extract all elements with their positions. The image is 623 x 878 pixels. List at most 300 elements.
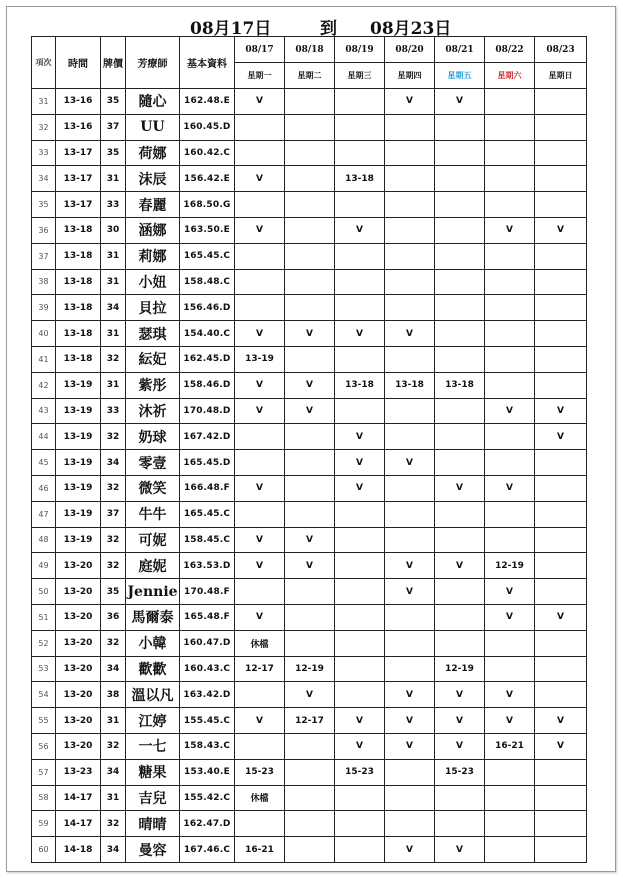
- row-time: 14-17: [56, 811, 101, 837]
- row-therapist-name: 紫彤: [126, 372, 180, 398]
- schedule-cell: V: [485, 579, 535, 605]
- schedule-cell: V: [235, 708, 285, 734]
- row-therapist-name: 可妮: [126, 527, 180, 553]
- schedule-cell: V: [335, 450, 385, 476]
- schedule-cell: [235, 811, 285, 837]
- schedule-cell: [385, 811, 435, 837]
- row-index: 36: [32, 217, 56, 243]
- row-time: 13-18: [56, 346, 101, 372]
- schedule-cell: [335, 579, 385, 605]
- schedule-cell: [285, 630, 335, 656]
- row-index: 52: [32, 630, 56, 656]
- schedule-cell: V: [485, 604, 535, 630]
- schedule-cell: 13-18: [335, 166, 385, 192]
- row-index: 47: [32, 501, 56, 527]
- schedule-cell: [535, 475, 587, 501]
- row-basic-info: 162.47.D: [180, 811, 235, 837]
- header-date: 08/19: [335, 37, 385, 63]
- row-card-price: 31: [101, 166, 126, 192]
- row-time: 14-18: [56, 837, 101, 863]
- row-time: 13-17: [56, 192, 101, 218]
- schedule-cell: 休檔: [235, 630, 285, 656]
- header-date: 08/20: [385, 37, 435, 63]
- table-row: [32, 811, 587, 837]
- schedule-cell: [235, 733, 285, 759]
- row-therapist-name: 貝拉: [126, 295, 180, 321]
- header-date: 08/22: [485, 37, 535, 63]
- schedule-cell: [535, 346, 587, 372]
- row-basic-info: 158.43.C: [180, 733, 235, 759]
- schedule-cell: V: [335, 321, 385, 347]
- schedule-cell: [335, 682, 385, 708]
- schedule-cell: [485, 192, 535, 218]
- row-index: 51: [32, 604, 56, 630]
- row-basic-info: 163.53.D: [180, 553, 235, 579]
- schedule-cell: [235, 192, 285, 218]
- schedule-cell: V: [435, 837, 485, 863]
- row-therapist-name: 春麗: [126, 192, 180, 218]
- schedule-cell: [485, 837, 535, 863]
- table-row: [32, 192, 587, 218]
- row-basic-info: 163.50.E: [180, 217, 235, 243]
- schedule-cell: [335, 656, 385, 682]
- header-weekday-saturday: 星期六: [485, 63, 535, 89]
- table-row: [32, 166, 587, 192]
- row-basic-info: 158.45.C: [180, 527, 235, 553]
- row-card-price: 37: [101, 501, 126, 527]
- schedule-cell: 12-19: [285, 656, 335, 682]
- schedule-cell: [535, 553, 587, 579]
- row-time: 13-20: [56, 630, 101, 656]
- schedule-cell: [535, 269, 587, 295]
- row-index: 49: [32, 553, 56, 579]
- schedule-cell: [435, 811, 485, 837]
- schedule-cell: [335, 140, 385, 166]
- schedule-cell: 休檔: [235, 785, 285, 811]
- schedule-cell: [535, 114, 587, 140]
- schedule-cell: [335, 269, 385, 295]
- row-time: 13-17: [56, 140, 101, 166]
- row-index: 55: [32, 708, 56, 734]
- row-card-price: 32: [101, 475, 126, 501]
- row-time: 13-20: [56, 579, 101, 605]
- row-therapist-name: 涵娜: [126, 217, 180, 243]
- table-row: [32, 424, 587, 450]
- row-index: 34: [32, 166, 56, 192]
- schedule-cell: [335, 243, 385, 269]
- schedule-cell: V: [235, 475, 285, 501]
- table-row: [32, 630, 587, 656]
- schedule-cell: [535, 140, 587, 166]
- row-index: 53: [32, 656, 56, 682]
- row-therapist-name: 莉娜: [126, 243, 180, 269]
- table-row: [32, 89, 587, 115]
- table-row: [32, 759, 587, 785]
- schedule-cell: [335, 295, 385, 321]
- schedule-cell: [485, 501, 535, 527]
- schedule-cell: [285, 811, 335, 837]
- schedule-cell: [285, 733, 335, 759]
- table-row: [32, 372, 587, 398]
- schedule-cell: V: [435, 682, 485, 708]
- schedule-cell: [285, 759, 335, 785]
- row-basic-info: 168.50.G: [180, 192, 235, 218]
- schedule-cell: 13-19: [235, 346, 285, 372]
- row-card-price: 31: [101, 243, 126, 269]
- schedule-cell: 13-18: [335, 372, 385, 398]
- schedule-cell: [285, 604, 335, 630]
- schedule-cell: 16-21: [235, 837, 285, 863]
- header-time: 時間: [56, 37, 101, 89]
- row-basic-info: 160.42.C: [180, 140, 235, 166]
- schedule-cell: 12-17: [235, 656, 285, 682]
- schedule-cell: [485, 321, 535, 347]
- schedule-cell: [285, 243, 335, 269]
- schedule-cell: [385, 759, 435, 785]
- table-row: [32, 501, 587, 527]
- schedule-cell: V: [535, 604, 587, 630]
- schedule-cell: [485, 527, 535, 553]
- schedule-cell: V: [385, 450, 435, 476]
- row-time: 13-19: [56, 475, 101, 501]
- schedule-cell: [385, 398, 435, 424]
- row-therapist-name: 歡歡: [126, 656, 180, 682]
- schedule-cell: [485, 450, 535, 476]
- header-weekday: 星期日: [535, 63, 587, 89]
- schedule-cell: 13-18: [435, 372, 485, 398]
- schedule-cell: [385, 346, 435, 372]
- schedule-cell: [285, 346, 335, 372]
- schedule-cell: V: [285, 321, 335, 347]
- schedule-cell: V: [335, 424, 385, 450]
- schedule-cell: 13-18: [385, 372, 435, 398]
- schedule-cell: V: [385, 682, 435, 708]
- schedule-cell: [485, 630, 535, 656]
- table-row: [32, 321, 587, 347]
- schedule-cell: [385, 114, 435, 140]
- title-end-date: 08月23日: [370, 19, 452, 39]
- schedule-cell: [535, 372, 587, 398]
- row-index: 58: [32, 785, 56, 811]
- row-basic-info: 170.48.D: [180, 398, 235, 424]
- row-basic-info: 156.46.D: [180, 295, 235, 321]
- header-date: 08/17: [235, 37, 285, 63]
- schedule-cell: [435, 346, 485, 372]
- row-time: 13-19: [56, 424, 101, 450]
- schedule-cell: [385, 785, 435, 811]
- schedule-cell: [535, 166, 587, 192]
- row-card-price: 32: [101, 527, 126, 553]
- row-index: 50: [32, 579, 56, 605]
- schedule-cell: [285, 579, 335, 605]
- schedule-cell: [235, 450, 285, 476]
- row-therapist-name: 小韓: [126, 630, 180, 656]
- schedule-cell: 12-19: [435, 656, 485, 682]
- schedule-cell: [535, 759, 587, 785]
- schedule-cell: [385, 269, 435, 295]
- schedule-cell: V: [535, 733, 587, 759]
- row-basic-info: 165.45.C: [180, 243, 235, 269]
- table-row: [32, 553, 587, 579]
- schedule-cell: [485, 759, 535, 785]
- table-row: [32, 140, 587, 166]
- schedule-cell: [485, 424, 535, 450]
- row-therapist-name: 江婷: [126, 708, 180, 734]
- row-index: 48: [32, 527, 56, 553]
- row-index: 56: [32, 733, 56, 759]
- row-index: 46: [32, 475, 56, 501]
- schedule-cell: [435, 630, 485, 656]
- schedule-cell: [485, 269, 535, 295]
- table-row: [32, 295, 587, 321]
- schedule-cell: V: [435, 553, 485, 579]
- schedule-cell: [285, 89, 335, 115]
- schedule-cell: [385, 192, 435, 218]
- schedule-cell: V: [235, 166, 285, 192]
- schedule-cell: [335, 89, 385, 115]
- row-time: 13-20: [56, 708, 101, 734]
- schedule-cell: V: [335, 475, 385, 501]
- schedule-cell: [435, 424, 485, 450]
- schedule-cell: [235, 114, 285, 140]
- schedule-cell: [385, 630, 435, 656]
- schedule-cell: V: [485, 682, 535, 708]
- schedule-cell: [435, 166, 485, 192]
- schedule-cell: [335, 604, 385, 630]
- row-therapist-name: 荷娜: [126, 140, 180, 166]
- row-index: 40: [32, 321, 56, 347]
- row-index: 42: [32, 372, 56, 398]
- table-row: [32, 243, 587, 269]
- schedule-cell: [285, 217, 335, 243]
- schedule-cell: [485, 295, 535, 321]
- schedule-cell: V: [235, 527, 285, 553]
- schedule-cell: [285, 114, 335, 140]
- schedule-cell: V: [385, 553, 435, 579]
- row-therapist-name: 小妞: [126, 269, 180, 295]
- schedule-cell: V: [285, 553, 335, 579]
- schedule-cell: [435, 114, 485, 140]
- row-index: 57: [32, 759, 56, 785]
- row-basic-info: 170.48.F: [180, 579, 235, 605]
- schedule-cell: 16-21: [485, 733, 535, 759]
- schedule-cell: [485, 656, 535, 682]
- row-therapist-name: 一七: [126, 733, 180, 759]
- row-basic-info: 162.45.D: [180, 346, 235, 372]
- header-weekday: 星期四: [385, 63, 435, 89]
- schedule-cell: V: [235, 321, 285, 347]
- row-card-price: 35: [101, 140, 126, 166]
- row-time: 13-18: [56, 269, 101, 295]
- row-basic-info: 165.45.D: [180, 450, 235, 476]
- schedule-cell: [535, 89, 587, 115]
- schedule-cell: [435, 785, 485, 811]
- schedule-cell: [285, 192, 335, 218]
- row-basic-info: 162.48.E: [180, 89, 235, 115]
- row-card-price: 32: [101, 733, 126, 759]
- schedule-cell: [535, 295, 587, 321]
- schedule-cell: V: [235, 217, 285, 243]
- schedule-cell: [335, 553, 385, 579]
- row-time: 13-19: [56, 501, 101, 527]
- schedule-cell: [385, 604, 435, 630]
- row-index: 33: [32, 140, 56, 166]
- schedule-cell: [535, 527, 587, 553]
- row-index: 39: [32, 295, 56, 321]
- schedule-cell: V: [485, 475, 535, 501]
- table-row: [32, 785, 587, 811]
- schedule-cell: [535, 837, 587, 863]
- row-index: 41: [32, 346, 56, 372]
- schedule-cell: V: [385, 837, 435, 863]
- row-basic-info: 153.40.E: [180, 759, 235, 785]
- schedule-cell: V: [485, 217, 535, 243]
- schedule-cell: [285, 475, 335, 501]
- row-index: 38: [32, 269, 56, 295]
- row-card-price: 31: [101, 269, 126, 295]
- schedule-cell: [385, 475, 435, 501]
- table-row: [32, 579, 587, 605]
- schedule-cell: [385, 527, 435, 553]
- schedule-cell: V: [385, 733, 435, 759]
- table-row: [32, 475, 587, 501]
- title-to: 到: [320, 19, 337, 39]
- schedule-cell: V: [285, 398, 335, 424]
- row-card-price: 34: [101, 450, 126, 476]
- header-date: 08/21: [435, 37, 485, 63]
- row-therapist-name: 紜妃: [126, 346, 180, 372]
- schedule-cell: [235, 579, 285, 605]
- row-card-price: 31: [101, 321, 126, 347]
- schedule-cell: [285, 166, 335, 192]
- schedule-cell: [235, 269, 285, 295]
- header-weekday: 星期二: [285, 63, 335, 89]
- schedule-cell: V: [335, 708, 385, 734]
- row-therapist-name: 庭妮: [126, 553, 180, 579]
- row-therapist-name: Jennie: [126, 579, 180, 605]
- schedule-cell: [335, 398, 385, 424]
- row-index: 37: [32, 243, 56, 269]
- row-card-price: 32: [101, 553, 126, 579]
- row-index: 43: [32, 398, 56, 424]
- row-therapist-name: 糖果: [126, 759, 180, 785]
- row-basic-info: 158.46.D: [180, 372, 235, 398]
- schedule-cell: V: [535, 708, 587, 734]
- row-therapist-name: 馬爾泰: [126, 604, 180, 630]
- row-card-price: 32: [101, 630, 126, 656]
- schedule-cell: V: [285, 527, 335, 553]
- row-card-price: 34: [101, 656, 126, 682]
- table-row: [32, 656, 587, 682]
- schedule-cell: [385, 217, 435, 243]
- row-card-price: 33: [101, 398, 126, 424]
- table-row: [32, 217, 587, 243]
- schedule-cell: V: [385, 708, 435, 734]
- row-time: 13-19: [56, 450, 101, 476]
- row-therapist-name: 晴晴: [126, 811, 180, 837]
- table-row: [32, 114, 587, 140]
- row-time: 13-23: [56, 759, 101, 785]
- schedule-cell: [435, 450, 485, 476]
- schedule-cell: [435, 269, 485, 295]
- schedule-cell: [235, 140, 285, 166]
- table-row: [32, 733, 587, 759]
- row-basic-info: 167.46.C: [180, 837, 235, 863]
- schedule-cell: V: [535, 424, 587, 450]
- schedule-cell: [485, 166, 535, 192]
- schedule-cell: [485, 811, 535, 837]
- table-row: [32, 346, 587, 372]
- schedule-cell: V: [485, 398, 535, 424]
- row-index: 59: [32, 811, 56, 837]
- schedule-cell: [485, 89, 535, 115]
- schedule-cell: V: [385, 579, 435, 605]
- header-card: 牌價: [101, 37, 126, 89]
- row-time: 13-18: [56, 243, 101, 269]
- schedule-cell: [535, 450, 587, 476]
- row-time: 13-18: [56, 295, 101, 321]
- row-time: 13-20: [56, 682, 101, 708]
- schedule-cell: V: [435, 89, 485, 115]
- row-card-price: 32: [101, 346, 126, 372]
- row-time: 13-16: [56, 89, 101, 115]
- row-therapist-name: 溫以凡: [126, 682, 180, 708]
- row-card-price: 34: [101, 837, 126, 863]
- row-basic-info: 166.48.F: [180, 475, 235, 501]
- schedule-cell: 15-23: [435, 759, 485, 785]
- schedule-cell: [335, 785, 385, 811]
- schedule-cell: [435, 579, 485, 605]
- schedule-cell: [335, 114, 385, 140]
- table-row: [32, 398, 587, 424]
- row-time: 13-20: [56, 733, 101, 759]
- row-therapist-name: 牛牛: [126, 501, 180, 527]
- row-card-price: 30: [101, 217, 126, 243]
- schedule-cell: [335, 630, 385, 656]
- schedule-cell: [285, 424, 335, 450]
- schedule-cell: V: [285, 682, 335, 708]
- schedule-cell: [435, 398, 485, 424]
- row-basic-info: 165.48.F: [180, 604, 235, 630]
- schedule-cell: [235, 295, 285, 321]
- schedule-cell: [235, 682, 285, 708]
- schedule-cell: [385, 501, 435, 527]
- row-card-price: 31: [101, 708, 126, 734]
- schedule-cell: [285, 269, 335, 295]
- schedule-cell: V: [235, 372, 285, 398]
- row-basic-info: 154.40.C: [180, 321, 235, 347]
- schedule-cell: [535, 501, 587, 527]
- schedule-cell: [235, 243, 285, 269]
- schedule-cell: [535, 321, 587, 347]
- row-basic-info: 155.45.C: [180, 708, 235, 734]
- schedule-cell: [385, 243, 435, 269]
- row-time: 13-19: [56, 527, 101, 553]
- header-weekday: 星期一: [235, 63, 285, 89]
- row-card-price: 31: [101, 372, 126, 398]
- schedule-cell: [235, 424, 285, 450]
- row-time: 13-16: [56, 114, 101, 140]
- schedule-cell: [335, 811, 385, 837]
- schedule-cell: [385, 424, 435, 450]
- schedule-cell: V: [235, 398, 285, 424]
- schedule-cell: [535, 656, 587, 682]
- table-row: [32, 450, 587, 476]
- schedule-cell: 12-19: [485, 553, 535, 579]
- row-card-price: 32: [101, 424, 126, 450]
- row-time: 13-18: [56, 321, 101, 347]
- schedule-cell: V: [385, 321, 435, 347]
